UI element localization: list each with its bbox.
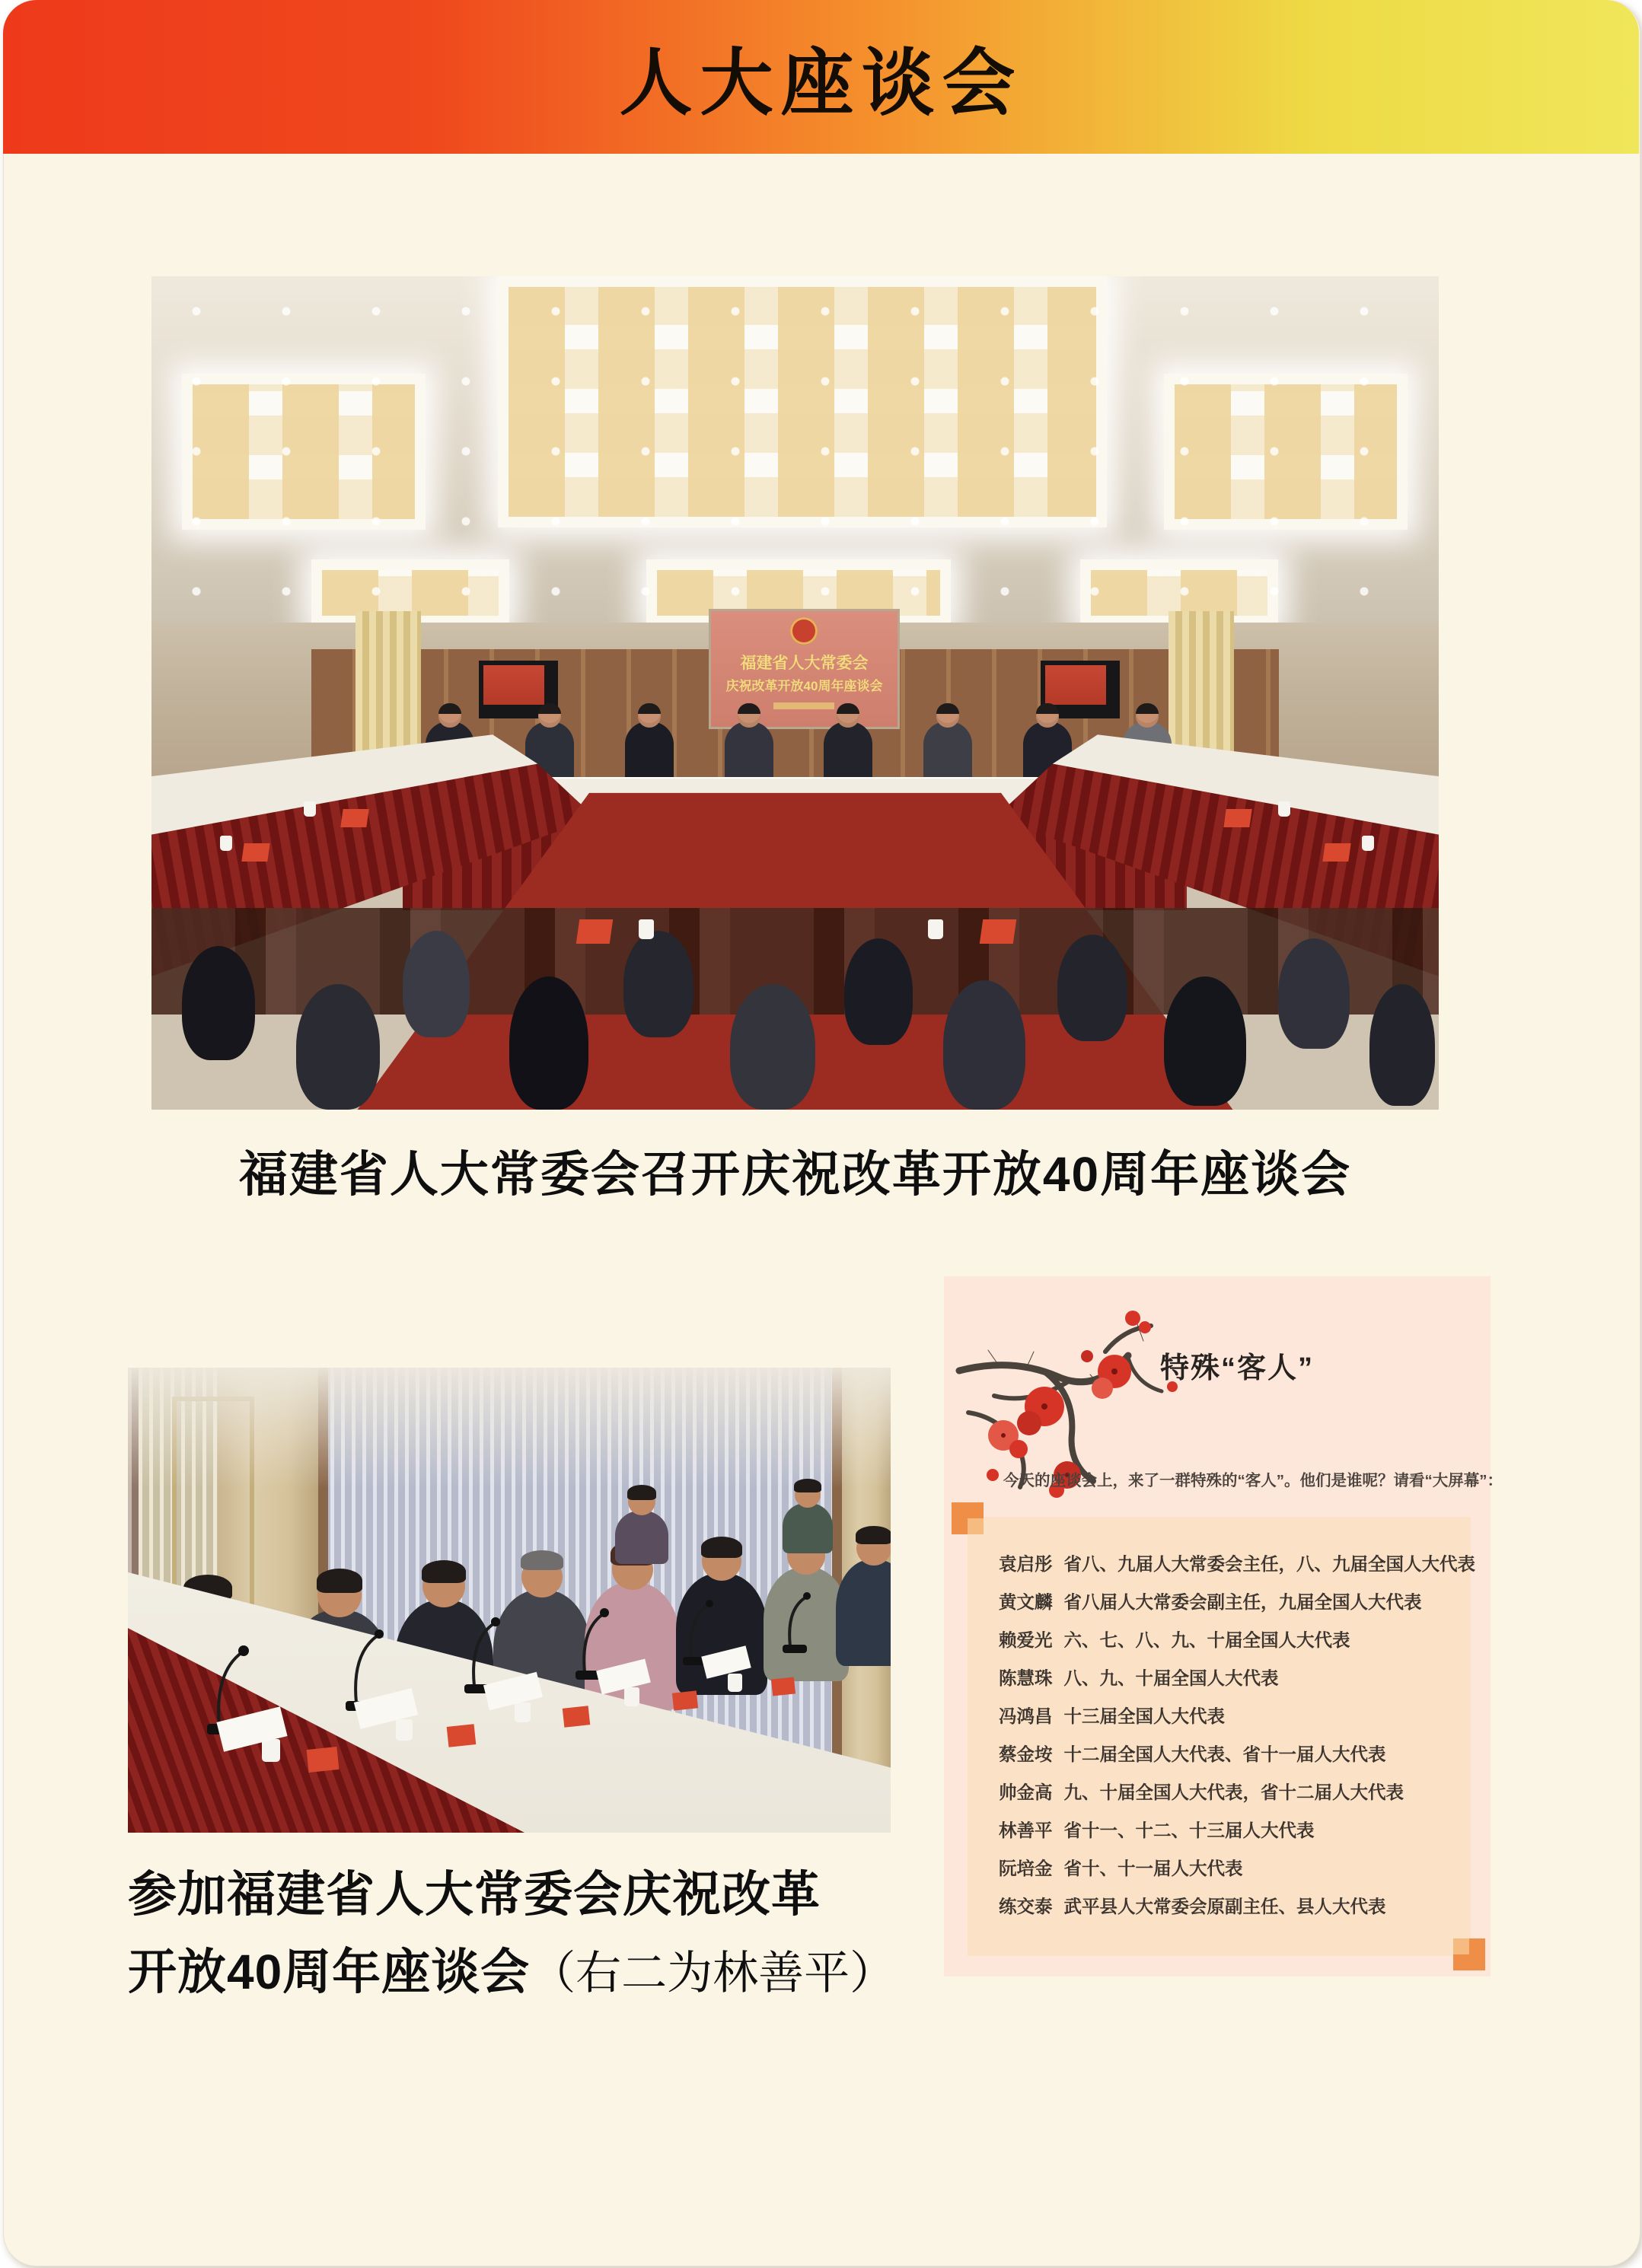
corner-ornament-inner bbox=[1453, 1938, 1469, 1954]
red-name-card bbox=[241, 843, 269, 862]
teacup bbox=[396, 1719, 413, 1741]
caption-parenthetical: （右二为林善平） bbox=[530, 1948, 896, 1999]
corner-ornament-top-left bbox=[952, 1502, 984, 1534]
guest-name: 赖爱光 bbox=[999, 1630, 1053, 1650]
guest-desc: 六、七、八、九、十届全国人大代表 bbox=[1063, 1630, 1350, 1650]
guest-desc: 省八、九届人大常委会主任，八、九届全国人大代表 bbox=[1063, 1554, 1475, 1574]
documents bbox=[701, 1645, 751, 1679]
audience-head bbox=[730, 984, 815, 1110]
audience-head bbox=[844, 938, 913, 1045]
audience-head bbox=[509, 976, 588, 1110]
red-name-card bbox=[980, 919, 1016, 944]
guest-list bbox=[999, 1543, 1475, 1924]
guest-row bbox=[999, 1582, 1462, 1620]
guest-name: 帅金高 bbox=[999, 1782, 1053, 1802]
guest-desc: 武平县人大常委会原副主任、县人大代表 bbox=[1063, 1897, 1386, 1916]
second-photo-delegates bbox=[128, 1368, 891, 1833]
guest-desc: 省十一、十二、十三届人大代表 bbox=[1063, 1820, 1315, 1840]
audience-head bbox=[403, 931, 470, 1037]
red-name-card bbox=[563, 1706, 590, 1727]
teacup bbox=[1362, 836, 1374, 851]
guest-row bbox=[999, 1696, 1462, 1734]
guest-row bbox=[999, 1658, 1462, 1696]
audience-head bbox=[1278, 938, 1350, 1049]
guest-name: 冯鸿昌 bbox=[999, 1706, 1053, 1726]
guest-row bbox=[999, 1886, 1462, 1924]
guest-name: 练交泰 bbox=[999, 1897, 1053, 1916]
audience-head bbox=[1057, 935, 1127, 1041]
teacup bbox=[639, 919, 654, 939]
main-photo-caption: 福建省人大常委会召开庆祝改革开放40周年座谈会 bbox=[238, 1147, 1352, 1202]
page-title: 人大座谈会 bbox=[619, 42, 1023, 124]
sidebar-title: 特殊“客人” bbox=[1159, 1352, 1314, 1384]
second-photo-caption-line1: 参加福建省人大常委会庆祝改革 bbox=[128, 1867, 821, 1922]
teacup bbox=[304, 801, 316, 817]
audience-head bbox=[182, 946, 255, 1060]
guest-desc: 省八届人大常委会副主任，九届全国人大代表 bbox=[1063, 1592, 1422, 1612]
audience-head bbox=[943, 980, 1025, 1110]
red-name-card bbox=[1223, 809, 1251, 827]
red-name-card bbox=[672, 1690, 698, 1710]
guest-row bbox=[999, 1848, 1462, 1886]
guest-name: 陈慧珠 bbox=[999, 1668, 1053, 1688]
plum-blossom-illustration bbox=[953, 1298, 1212, 1527]
corner-ornament-inner bbox=[968, 1518, 984, 1534]
audience-head bbox=[296, 984, 380, 1110]
screen-text-line2: 庆祝改革开放40周年座谈会 bbox=[725, 679, 883, 693]
audience-head bbox=[1164, 976, 1246, 1106]
second-photo-caption bbox=[128, 1855, 920, 2012]
guest-row bbox=[999, 1620, 1462, 1658]
teacup bbox=[728, 1674, 742, 1692]
teacup bbox=[515, 1703, 531, 1722]
red-name-card bbox=[307, 1747, 340, 1773]
second-photo-caption-line2: 开放40周年座谈会（右二为林善平） bbox=[128, 1945, 896, 2000]
teacup bbox=[1278, 801, 1290, 817]
guest-desc: 九、十届全国人大代表，省十二届人大代表 bbox=[1063, 1782, 1404, 1802]
screen-text-line1: 福建省人大常委会 bbox=[740, 655, 869, 672]
guest-row bbox=[999, 1810, 1462, 1848]
red-name-card bbox=[447, 1724, 477, 1747]
documents bbox=[483, 1672, 543, 1710]
sidebar-intro-text: 今天的座谈会上，来了一群特殊的“客人”。他们是谁呢？请看“大屏幕”： bbox=[1003, 1472, 1503, 1489]
main-photo-conference-hall bbox=[151, 276, 1439, 1110]
audience-head bbox=[1369, 984, 1435, 1106]
guest-row bbox=[999, 1734, 1462, 1772]
guest-name: 蔡金垵 bbox=[999, 1744, 1053, 1764]
corner-ornament-bottom-right bbox=[1453, 1938, 1485, 1970]
header-banner bbox=[3, 0, 1639, 154]
audience-head bbox=[623, 931, 693, 1037]
guest-name: 袁启彤 bbox=[999, 1554, 1053, 1574]
teacup bbox=[928, 919, 943, 939]
guest-name: 林善平 bbox=[999, 1820, 1053, 1840]
red-name-card bbox=[576, 919, 613, 944]
teacup bbox=[624, 1687, 639, 1706]
guest-row bbox=[999, 1772, 1462, 1810]
guest-name: 阮培金 bbox=[999, 1859, 1053, 1878]
guest-row bbox=[999, 1543, 1475, 1582]
teacup bbox=[220, 836, 232, 851]
table-items bbox=[128, 1368, 891, 1833]
red-name-card bbox=[1322, 843, 1350, 862]
red-name-card bbox=[340, 809, 368, 827]
guest-name: 黄文麟 bbox=[999, 1592, 1053, 1612]
teacup bbox=[262, 1739, 280, 1762]
guest-desc: 十二届全国人大代表、省十一届人大代表 bbox=[1063, 1744, 1386, 1764]
guest-desc: 省十、十一届人大代表 bbox=[1063, 1859, 1243, 1878]
red-name-card bbox=[771, 1677, 795, 1696]
documents bbox=[596, 1658, 651, 1694]
guest-desc: 十三届全国人大代表 bbox=[1063, 1706, 1225, 1726]
guest-desc: 八、九、十届全国人大代表 bbox=[1063, 1668, 1279, 1688]
audience-silhouettes bbox=[151, 276, 1439, 1110]
